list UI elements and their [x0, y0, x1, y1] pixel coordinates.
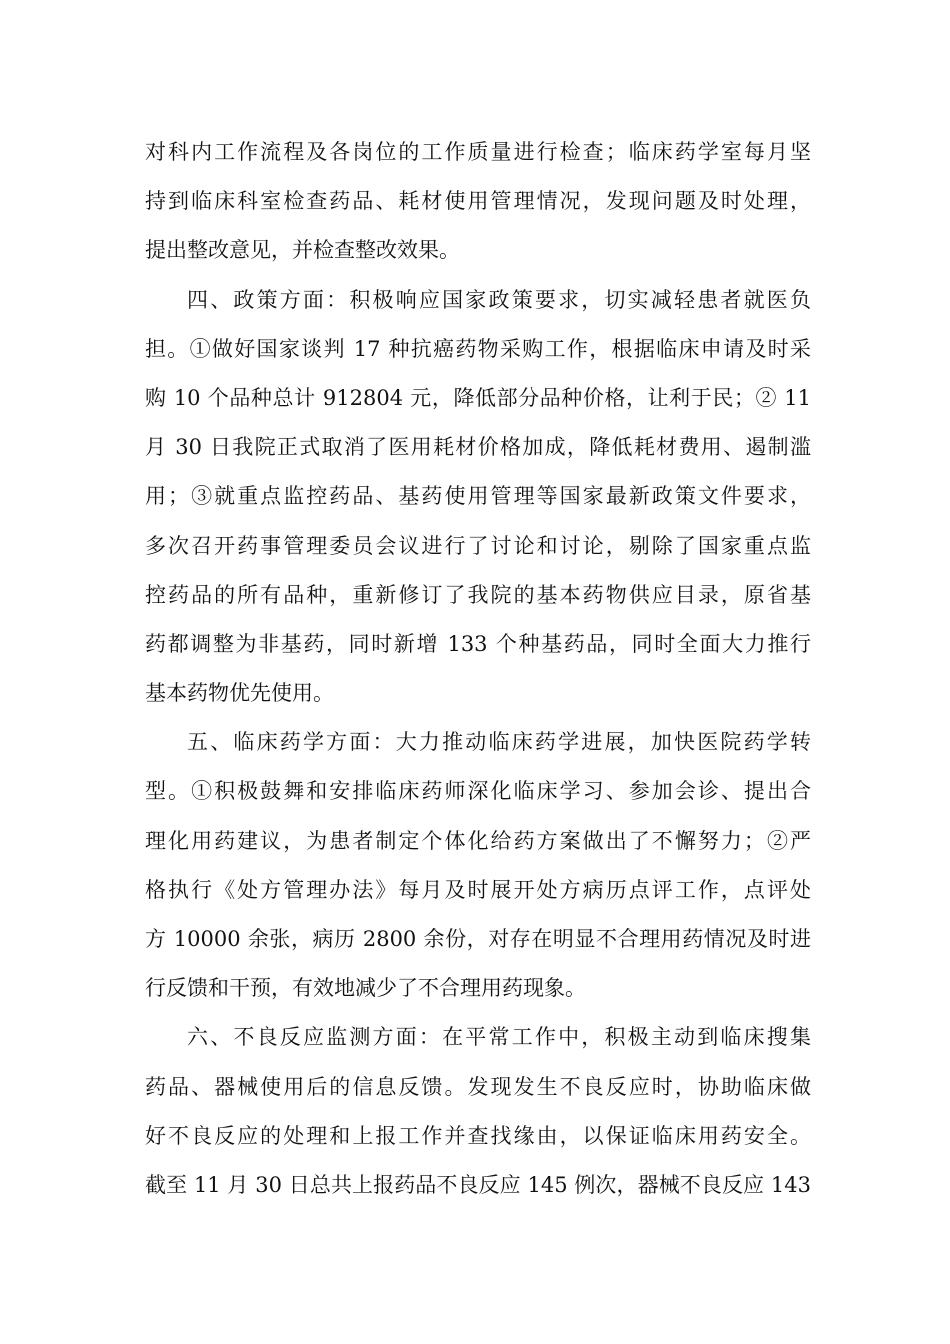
- section-heading-line: 四、政策方面：积极响应国家政策要求，切实减轻患者就医负: [187, 287, 811, 312]
- text-line: 型。①积极鼓舞和安排临床药师深化临床学习、参加会诊、提出合: [145, 779, 811, 804]
- section-heading-line: 六、不良反应监测方面：在平常工作中，积极主动到临床搜集: [187, 1025, 811, 1050]
- document-body: [145, 128, 811, 1210]
- text-line: 好不良反应的处理和上报工作并查找缘由，以保证临床用药安全。: [145, 1123, 811, 1148]
- text-line: 药品、器械使用后的信息反馈。发现发生不良反应时，协助临床做: [145, 1074, 811, 1099]
- text-line: 月 30 日我院正式取消了医用耗材价格加成，降低耗材费用、遏制滥: [145, 435, 811, 460]
- text-line: 截至 11 月 30 日总共上报药品不良反应 145 例次，器械不良反应 143: [145, 1172, 811, 1197]
- text-line: 用；③就重点监控药品、基药使用管理等国家最新政策文件要求，: [145, 484, 811, 509]
- text-line: 理化用药建议，为患者制定个体化给药方案做出了不懈努力；②严: [145, 828, 811, 853]
- text-line: 担。①做好国家谈判 17 种抗癌药物采购工作，根据临床申请及时采: [145, 336, 811, 361]
- text-line: 方 10000 余张，病历 2800 余份，对存在明显不合理用药情况及时进: [145, 927, 811, 951]
- section-heading-line: 五、临床药学方面：大力推动临床药学进展，加快医院药学转: [187, 730, 811, 755]
- text-line: 控药品的所有品种，重新修订了我院的基本药物供应目录，原省基: [145, 582, 811, 607]
- text-line: 购 10 个品种总计 912804 元，降低部分品种价格，让利于民；② 11: [145, 385, 811, 410]
- text-line: 提出整改意见，并检查整改效果。: [145, 238, 460, 263]
- text-line: 行反馈和干预，有效地减少了不合理用药现象。: [145, 976, 586, 1001]
- text-line: 对科内工作流程及各岗位的工作质量进行检查；临床药学室每月坚: [145, 140, 811, 164]
- text-line: 多次召开药事管理委员会议进行了讨论和讨论，剔除了国家重点监: [145, 533, 811, 558]
- text-line: 药都调整为非基药，同时新增 133 个种基药品，同时全面大力推行: [145, 631, 811, 656]
- text-line: 格执行《处方管理办法》每月及时展开处方病历点评工作，点评处: [145, 877, 811, 902]
- text-line: 持到临床科室检查药品、耗材使用管理情况，发现问题及时处理，: [145, 189, 811, 214]
- text-line: 基本药物优先使用。: [145, 681, 334, 706]
